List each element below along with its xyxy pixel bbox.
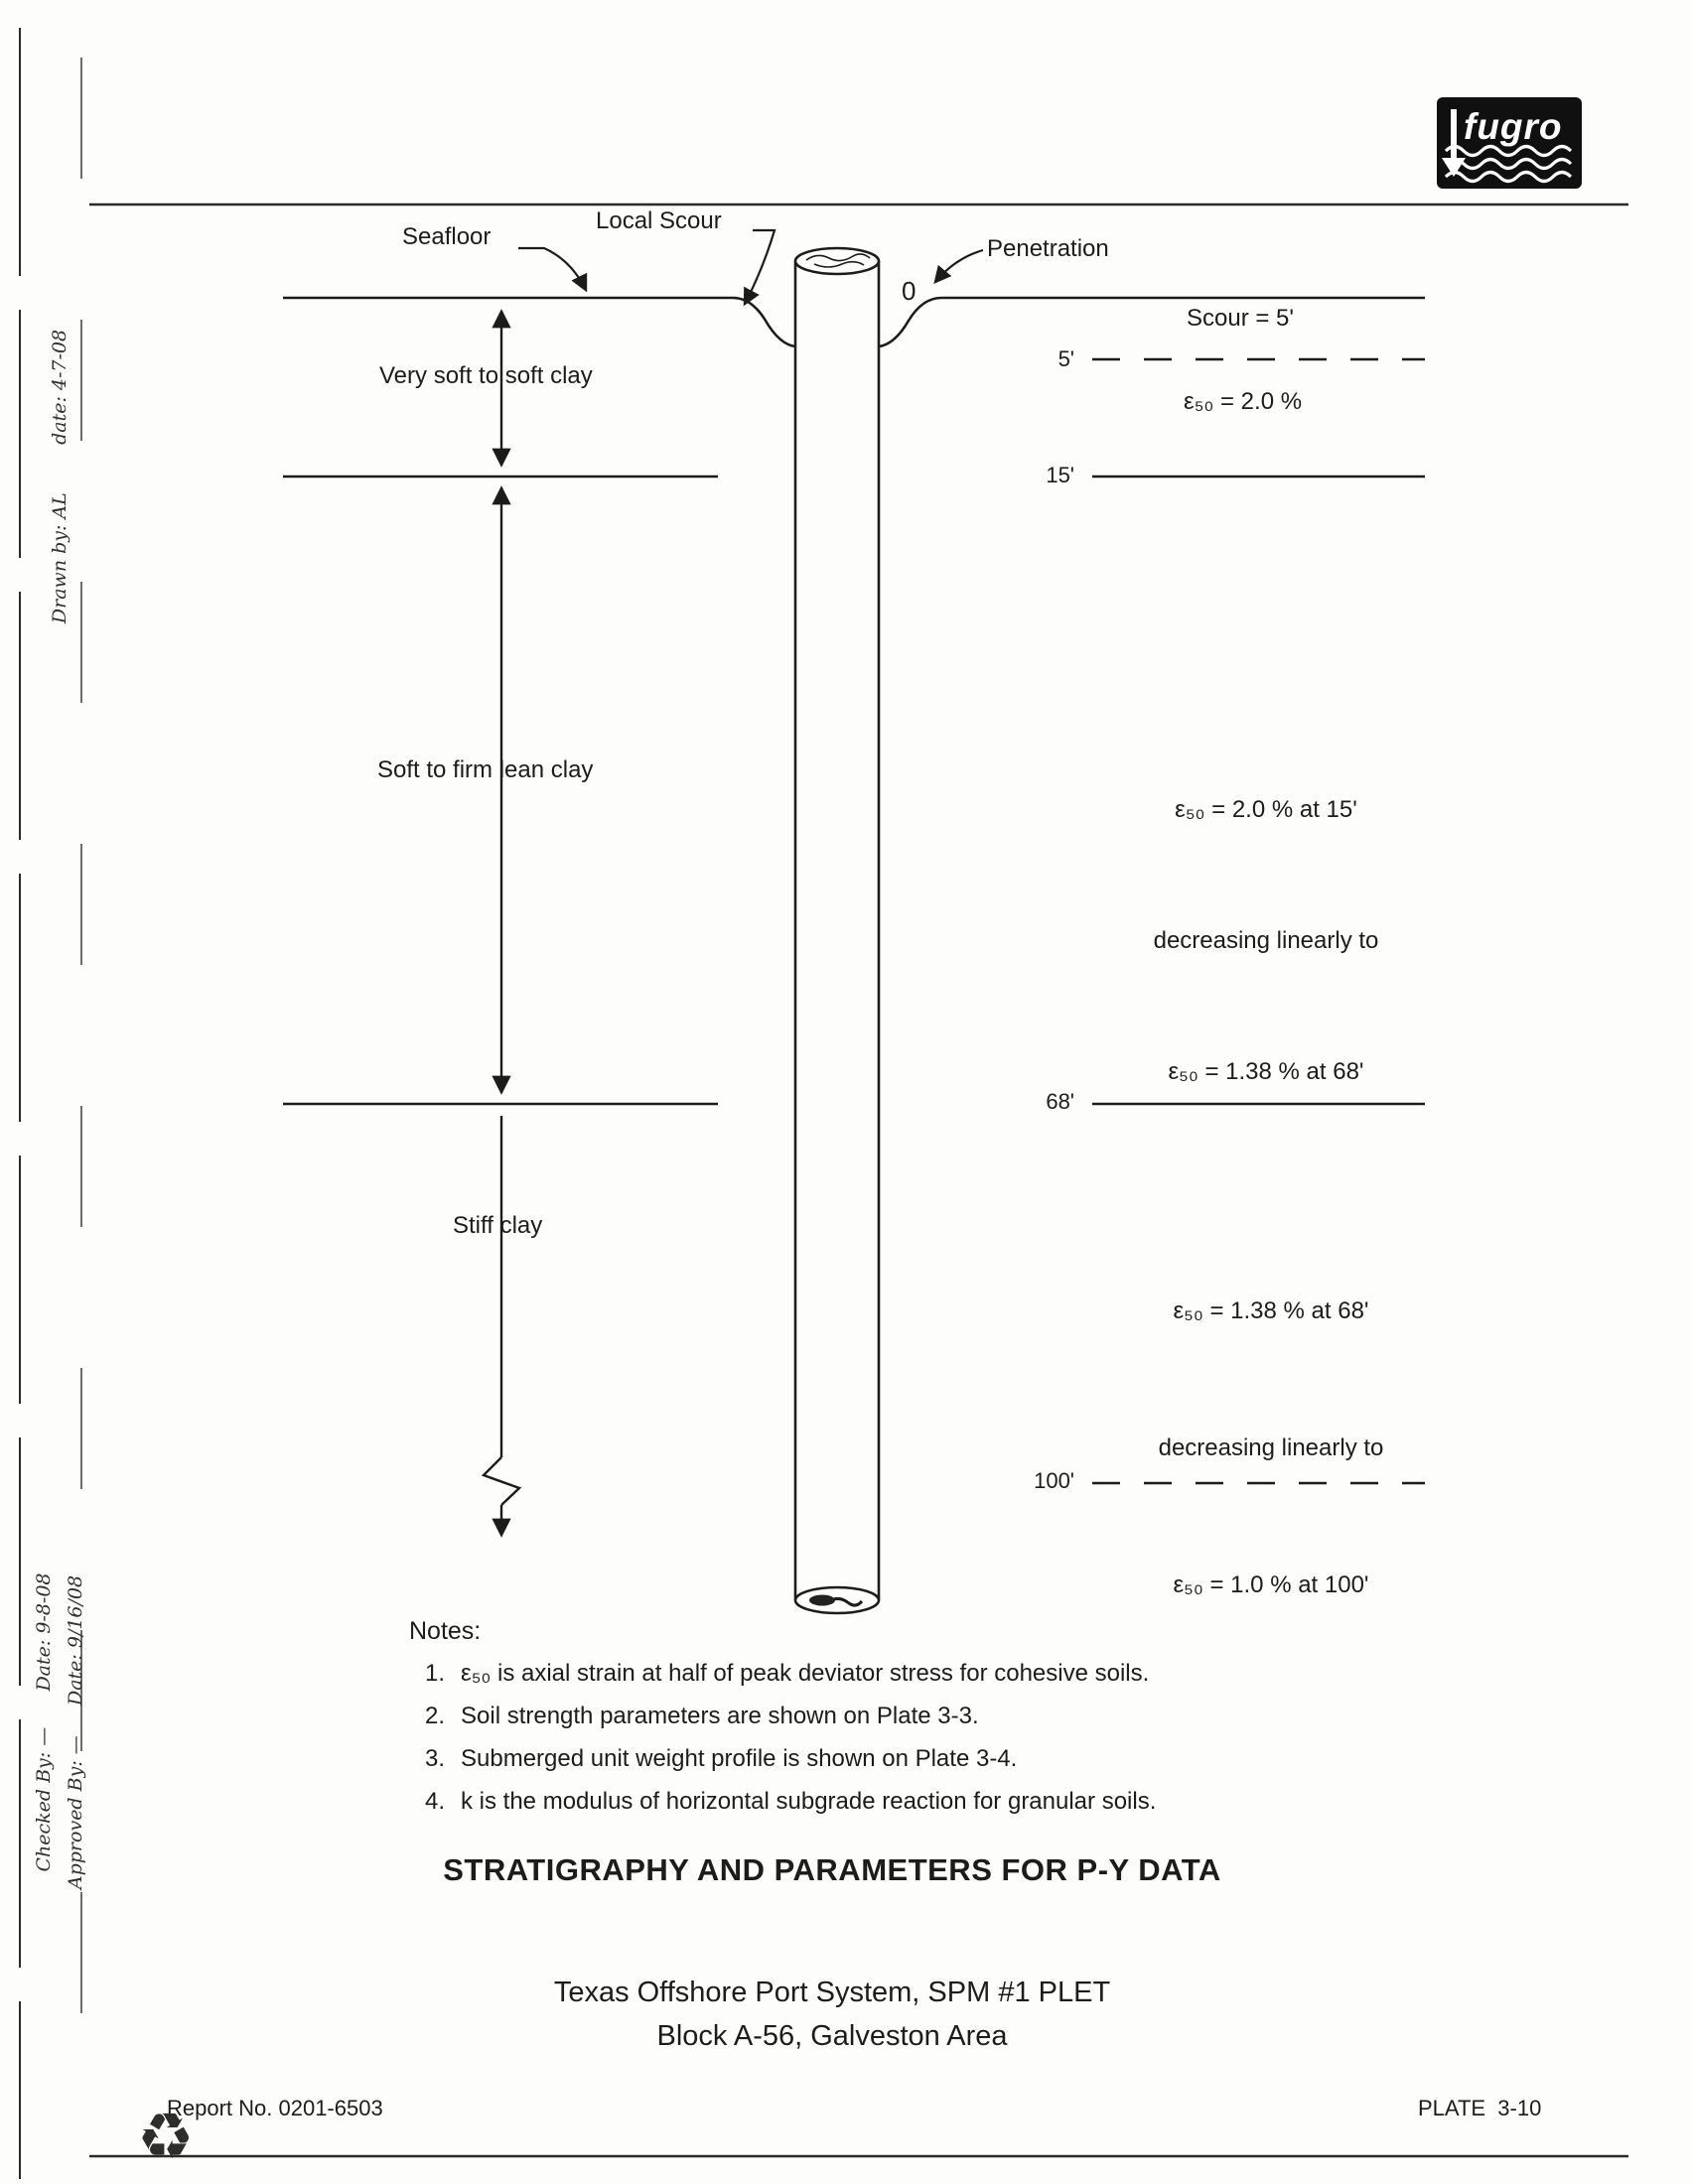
eps-deep-line-3: ε₅₀ = 1.0 % at 100'	[1173, 1571, 1369, 1598]
note-item	[425, 1745, 1156, 1773]
fugro-logo-text: fugro	[1464, 106, 1563, 147]
layer-2-label: Soft to firm lean clay	[377, 756, 594, 783]
local-scour-pointer-arrow	[745, 230, 775, 304]
depth-15-label: 15'	[1046, 463, 1074, 487]
eps-surface-value: ε₅₀ = 2.0 %	[1184, 388, 1303, 415]
seafloor-left-segment	[283, 298, 795, 346]
figure-subtitle-1: Texas Offshore Port System, SPM #1 PLET	[553, 1977, 1111, 2008]
report-number: Report No. 0201-6503	[167, 2096, 383, 2120]
layer-1-label: Very soft to soft clay	[379, 362, 593, 389]
pile	[795, 248, 879, 1613]
notes-heading: Notes:	[409, 1617, 482, 1645]
depth-100-label: 100'	[1034, 1468, 1074, 1493]
note-item	[425, 1788, 1156, 1816]
margin-drawn-by: Drawn by: AL date: 4-7-08	[49, 329, 70, 624]
plate-number: PLATE 3-10	[1418, 2096, 1542, 2120]
eps-mid-line-3: ε₅₀ = 1.38 % at 68'	[1168, 1058, 1364, 1085]
pile-bottom-cap	[795, 1587, 879, 1613]
seafloor-label: Seafloor	[402, 223, 492, 250]
penetration-pointer-arrow	[935, 250, 983, 282]
layer-3-label: Stiff clay	[453, 1212, 543, 1239]
depth-5-label: 5'	[1058, 346, 1074, 371]
eps-mid-line-2: decreasing linearly to	[1153, 927, 1379, 954]
penetration-label: Penetration	[987, 235, 1109, 262]
scour-note: Scour = 5'	[1187, 305, 1294, 332]
notes-list	[425, 1660, 1156, 1831]
layer-extent-arrows	[484, 312, 519, 1535]
eps-mid-line-1: ε₅₀ = 2.0 % at 15'	[1175, 796, 1357, 823]
recycle-icon: ♻	[137, 2101, 195, 2174]
eps-deep-line-2: decreasing linearly to	[1158, 1434, 1384, 1461]
depth-68-label: 68'	[1046, 1089, 1074, 1114]
figure-subtitle-2: Block A-56, Galveston Area	[656, 2020, 1008, 2052]
seafloor-right-segment	[879, 298, 1425, 346]
note-item	[425, 1703, 1156, 1730]
eps-deep-block	[1112, 1197, 1430, 1700]
seafloor-pointer-arrow	[518, 248, 586, 290]
note-text: ε₅₀ is axial strain at half of peak deviator stress for cohesive soils.	[461, 1660, 1150, 1687]
note-number: 2.	[425, 1703, 446, 1729]
layer-3-break-symbol	[484, 1457, 519, 1505]
margin-checked-by: Checked By: — Date: 9-8-08	[33, 1572, 55, 1872]
local-scour-label: Local Scour	[596, 207, 722, 234]
margin-approved-by: Approved By: — Date: 9/16/08	[65, 1574, 86, 1890]
note-text: Submerged unit weight profile is shown on Plate 3-4.	[461, 1745, 1018, 1772]
eps-mid-block	[1112, 701, 1420, 1181]
penetration-zero-label: 0	[902, 276, 916, 306]
note-number: 4.	[425, 1788, 446, 1815]
eps-deep-line-1: ε₅₀ = 1.38 % at 68'	[1173, 1297, 1369, 1324]
note-item	[425, 1660, 1156, 1688]
note-number: 1.	[425, 1660, 446, 1687]
fugro-logo	[1437, 97, 1582, 189]
figure-title: STRATIGRAPHY AND PARAMETERS FOR P-Y DATA	[443, 1852, 1221, 1887]
pile-bottom-blob	[809, 1595, 835, 1606]
note-text: Soil strength parameters are shown on Plate 3-3.	[461, 1703, 979, 1729]
note-text: k is the modulus of horizontal subgrade reaction for granular soils.	[461, 1788, 1157, 1815]
note-number: 3.	[425, 1745, 446, 1772]
